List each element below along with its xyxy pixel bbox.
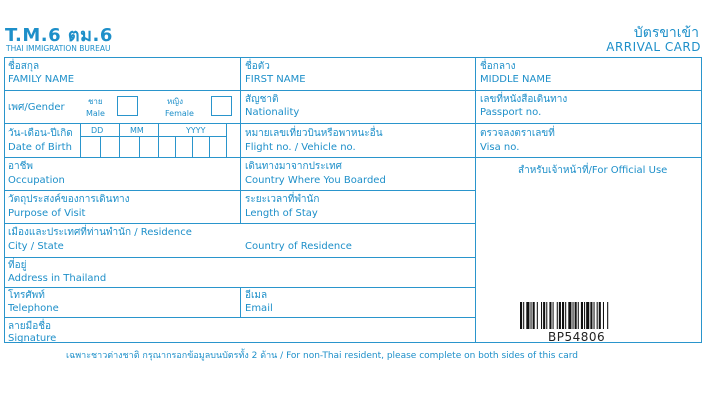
- barcode-bar: [562, 302, 564, 329]
- column-divider: [240, 57, 241, 223]
- address-label: Address in Thailand: [8, 273, 107, 284]
- barcode: [520, 302, 652, 329]
- form-code: T.M.6 ตม.6: [5, 25, 113, 46]
- column-divider: [475, 57, 476, 343]
- row-divider: [4, 257, 475, 258]
- male-checkbox[interactable]: [117, 96, 138, 116]
- barcode-bar: [590, 302, 592, 329]
- male-label-th: ชาย: [88, 97, 103, 106]
- family-name-label: FAMILY NAME: [8, 74, 75, 85]
- dob-cell-divider: [226, 123, 227, 157]
- female-label-th: หญิง: [167, 97, 183, 106]
- barcode-bar: [531, 302, 532, 329]
- boarded-country-label-th: เดินทางมาจากประเทศ: [245, 161, 343, 172]
- length-of-stay-label-th: ระยะเวลาที่พำนัก: [245, 194, 320, 205]
- barcode-bar: [541, 302, 542, 329]
- flight-label: Flight no. / Vehicle no.: [245, 142, 356, 153]
- female-checkbox[interactable]: [211, 96, 232, 116]
- first-name-label: FIRST NAME: [245, 74, 306, 85]
- visa-label: Visa no.: [480, 142, 520, 153]
- nationality-label: Nationality: [245, 107, 300, 118]
- row-divider: [4, 157, 702, 158]
- passport-label: Passport no.: [480, 107, 542, 118]
- barcode-bar: [586, 302, 589, 329]
- barcode-bar: [523, 302, 524, 329]
- dob-input-cells[interactable]: [81, 137, 226, 157]
- email-label: Email: [245, 303, 273, 314]
- first-name-label-th: ชื่อตัว: [245, 61, 270, 72]
- purpose-label-th: วัตถุประสงค์ของการเดินทาง: [8, 194, 130, 205]
- agency-name: THAI IMMIGRATION BUREAU: [6, 44, 111, 53]
- title-thai: บัตรขาเข้า: [633, 25, 699, 41]
- barcode-bar: [575, 302, 577, 329]
- dob-mm-label: MM: [130, 126, 144, 135]
- male-label: Male: [86, 109, 105, 118]
- barcode-bar: [526, 302, 529, 329]
- barcode-bar: [568, 302, 571, 329]
- barcode-bar: [581, 302, 583, 329]
- barcode-bar: [565, 302, 566, 329]
- barcode-bar: [599, 302, 601, 329]
- barcode-number: BP54806: [548, 330, 606, 344]
- barcode-bar: [578, 302, 579, 329]
- barcode-bar: [597, 302, 598, 329]
- gender-label: เพศ/Gender: [8, 102, 65, 113]
- row-divider: [4, 223, 475, 224]
- official-use-label: สำหรับเจ้าหน้าที่/For Official Use: [518, 165, 668, 176]
- barcode-bar: [557, 302, 558, 329]
- flight-label-th: หมายเลขเที่ยวบินหรือพาหนะอื่น: [245, 128, 383, 139]
- barcode-bar: [543, 302, 545, 329]
- barcode-bar: [537, 302, 538, 329]
- barcode-bar: [573, 302, 574, 329]
- passport-label-th: เลขที่หนังสือเดินทาง: [480, 94, 568, 105]
- barcode-bar: [607, 302, 608, 329]
- barcode-bar: [546, 302, 547, 329]
- barcode-bar: [584, 302, 585, 329]
- dob-yyyy-label: YYYY: [186, 126, 206, 135]
- title-english: ARRIVAL CARD: [606, 40, 701, 54]
- city-state-label: City / State: [8, 241, 64, 252]
- barcode-bar: [594, 302, 595, 329]
- telephone-label-th: โทรศัพท์: [8, 290, 45, 301]
- middle-name-label-th: ชื่อกลาง: [480, 61, 516, 72]
- telephone-label: Telephone: [8, 303, 59, 314]
- boarded-country-label: Country Where You Boarded: [245, 175, 386, 186]
- middle-name-label: MIDDLE NAME: [480, 74, 552, 85]
- footer-note: เฉพาะชาวต่างชาติ กรุณากรอกข้อมูลบนบัตรทั้ง 2 ด้าน / For non-Thai resident, please complete on both sides of this card: [66, 351, 579, 361]
- row-divider: [4, 317, 475, 318]
- barcode-bar: [549, 302, 551, 329]
- residence-label-th: เมืองและประเทศที่ท่านพำนัก / Residence: [8, 227, 192, 238]
- female-label: Female: [165, 109, 194, 118]
- row-divider: [4, 123, 702, 124]
- barcode-bar: [603, 302, 604, 329]
- purpose-label: Purpose of Visit: [8, 208, 86, 219]
- visa-label-th: ตรวจลงตราเลขที่: [480, 128, 555, 139]
- occupation-label: Occupation: [8, 175, 65, 186]
- row-divider: [4, 90, 702, 91]
- dob-dd-label: DD: [91, 126, 104, 135]
- barcode-bar: [520, 302, 522, 329]
- occupation-label-th: อาชีพ: [8, 161, 33, 172]
- signature-label: Signature: [8, 333, 57, 344]
- dob-label-th: วัน-เดือน-ปีเกิด: [8, 128, 73, 139]
- length-of-stay-label: Length of Stay: [245, 208, 318, 219]
- dob-label: Date of Birth: [8, 142, 72, 153]
- email-label-th: อีเมล: [245, 290, 268, 301]
- column-divider: [240, 287, 241, 317]
- country-of-residence-label: Country of Residence: [245, 241, 352, 252]
- signature-label-th: ลายมือชื่อ: [8, 321, 51, 332]
- barcode-bar: [533, 302, 535, 329]
- address-label-th: ที่อยู่: [8, 260, 27, 271]
- barcode-bar: [553, 302, 554, 329]
- barcode-bar: [559, 302, 561, 329]
- nationality-label-th: สัญชาติ: [245, 94, 279, 105]
- family-name-label-th: ชื่อสกุล: [8, 61, 40, 72]
